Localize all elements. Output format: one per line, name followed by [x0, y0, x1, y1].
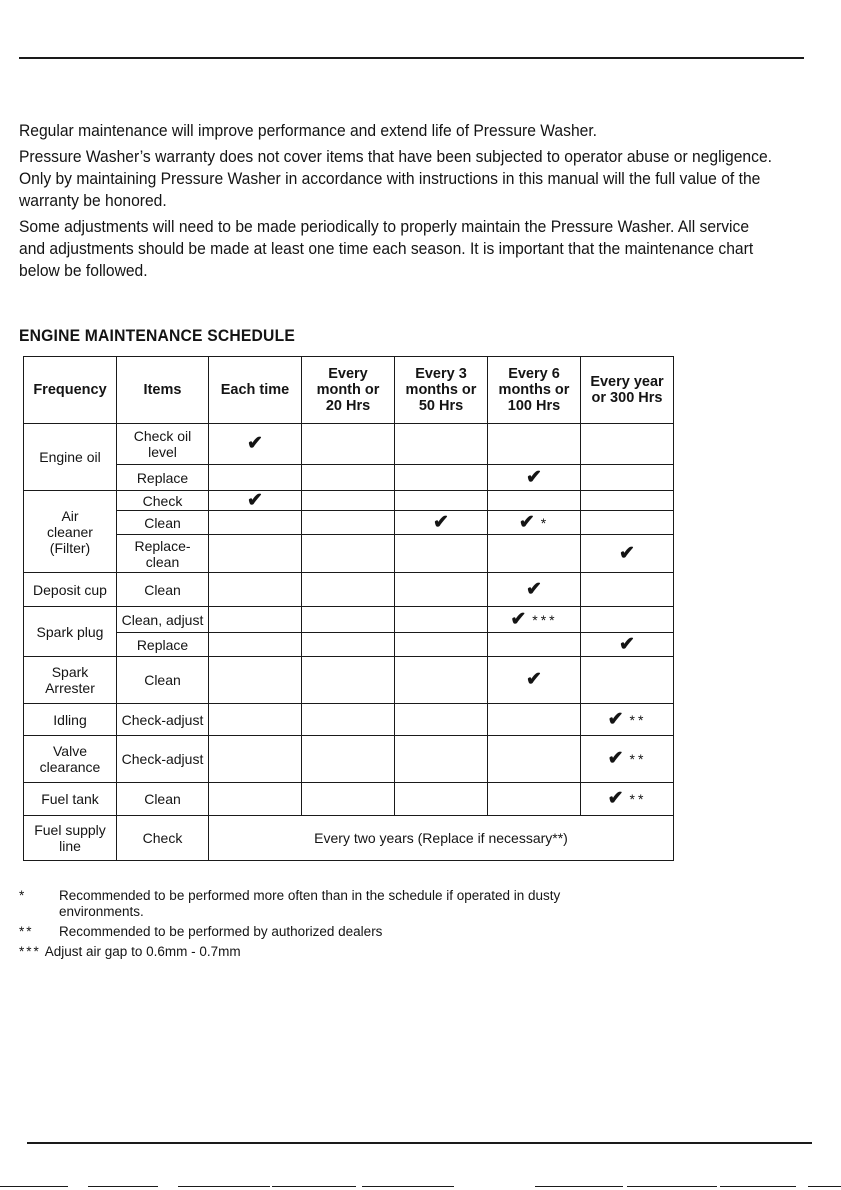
- check-cell: [395, 491, 488, 511]
- item-cell: Clean, adjust: [117, 607, 209, 633]
- check-cell: [209, 465, 302, 491]
- table-row: [24, 535, 674, 573]
- footnote-marker: ***: [532, 611, 558, 628]
- item-cell: Check: [117, 491, 209, 511]
- check-icon: ✔: [247, 489, 263, 511]
- check-icon: ✔: [607, 708, 624, 730]
- check-cell: [488, 736, 581, 783]
- footnote-text: Recommended to be performed by authorized dealers: [59, 924, 383, 939]
- crop-mark: [627, 1186, 717, 1187]
- footnote-marker: **: [629, 791, 647, 807]
- check-cell: [581, 424, 674, 465]
- footnotes: [19, 888, 629, 964]
- check-icon: ✔: [607, 748, 624, 769]
- item-cell: Clean: [117, 783, 209, 816]
- check-cell: [488, 783, 581, 816]
- crop-mark: [178, 1186, 270, 1187]
- item-cell: Replace- clean: [117, 535, 209, 573]
- check-cell: [395, 736, 488, 783]
- table-row: [24, 465, 674, 491]
- maintenance-schedule-table: [23, 356, 674, 861]
- check-cell: [581, 704, 674, 736]
- merged-note-cell: Every two years (Replace if necessary**): [209, 816, 674, 861]
- check-cell: [302, 657, 395, 704]
- check-cell: [488, 491, 581, 511]
- item-cell: Check-adjust: [117, 736, 209, 783]
- footnote-marker: *: [540, 514, 550, 531]
- check-cell: [302, 783, 395, 816]
- table-row: [24, 704, 674, 736]
- item-cell: Check oil level: [117, 424, 209, 465]
- check-cell: [209, 607, 302, 633]
- check-cell: [581, 657, 674, 704]
- check-icon: ✔: [526, 669, 542, 690]
- check-icon: ✔: [247, 433, 263, 454]
- item-cell: Replace: [117, 465, 209, 491]
- frequency-cell: Valve clearance: [24, 736, 117, 783]
- check-cell: [302, 736, 395, 783]
- check-cell: [209, 783, 302, 816]
- check-cell: [488, 511, 581, 535]
- check-icon: ✔: [619, 542, 635, 564]
- frequency-cell: Deposit cup: [24, 573, 117, 607]
- table-row: [24, 657, 674, 704]
- check-cell: [581, 491, 674, 511]
- crop-mark: [0, 1186, 68, 1187]
- check-cell: [209, 657, 302, 704]
- check-cell: [395, 783, 488, 816]
- check-cell: [581, 736, 674, 783]
- check-cell: [581, 607, 674, 633]
- item-cell: Clean: [117, 511, 209, 535]
- check-cell: [488, 424, 581, 465]
- table-row: [24, 816, 674, 861]
- frequency-cell: Fuel tank: [24, 783, 117, 816]
- table-row: [24, 573, 674, 607]
- check-icon: ✔: [518, 511, 535, 533]
- check-cell: [395, 465, 488, 491]
- intro-text: [19, 120, 777, 286]
- footnote-mark: **: [19, 924, 34, 939]
- footnote-marker: **: [629, 711, 647, 728]
- footnote-2: [19, 924, 629, 940]
- check-cell: [581, 783, 674, 816]
- check-cell: [209, 535, 302, 573]
- col-header-6-months: Every 6 months or 100 Hrs: [488, 357, 581, 424]
- bottom-rule: [27, 1142, 812, 1144]
- crop-mark: [272, 1186, 356, 1187]
- check-cell: [302, 633, 395, 657]
- check-cell: [395, 511, 488, 535]
- table-row: [24, 736, 674, 783]
- check-cell: [209, 573, 302, 607]
- check-cell: [395, 633, 488, 657]
- table-row: [24, 633, 674, 657]
- col-header-yearly: Every year or 300 Hrs: [581, 357, 674, 424]
- check-cell: [302, 491, 395, 511]
- check-cell: [302, 607, 395, 633]
- check-icon: ✔: [607, 788, 624, 809]
- check-cell: [581, 633, 674, 657]
- check-cell: [209, 704, 302, 736]
- frequency-cell: Idling: [24, 704, 117, 736]
- paragraph-1: Regular maintenance will improve performance and extend life of Pressure Washer.: [19, 122, 598, 140]
- check-cell: [395, 704, 488, 736]
- check-cell: [488, 465, 581, 491]
- check-cell: [395, 535, 488, 573]
- check-cell: [395, 657, 488, 704]
- frequency-cell: Spark Arrester: [24, 657, 117, 704]
- check-icon: ✔: [433, 511, 449, 533]
- frequency-cell: Spark plug: [24, 607, 117, 657]
- crop-mark: [88, 1186, 158, 1187]
- table-row: [24, 511, 674, 535]
- crop-mark: [720, 1186, 796, 1187]
- check-cell: [302, 511, 395, 535]
- check-cell: [209, 491, 302, 511]
- paragraph-3: Some adjustments will need to be made periodically to properly maintain the Pressure Washer. All service and adjustments should be made at least one time each season. It is important that the maintenance chart below be followed.: [19, 218, 754, 280]
- footnote-text: Recommended to be performed more often than in the schedule if operated in dusty environments.: [59, 888, 561, 919]
- check-cell: [488, 704, 581, 736]
- col-header-3-months: Every 3 months or 50 Hrs: [395, 357, 488, 424]
- crop-mark: [535, 1186, 623, 1187]
- check-cell: [581, 511, 674, 535]
- item-cell: Clean: [117, 657, 209, 704]
- item-cell: Check-adjust: [117, 704, 209, 736]
- check-icon: ✔: [526, 578, 542, 600]
- check-cell: [581, 535, 674, 573]
- col-header-items: Items: [117, 357, 209, 424]
- check-cell: [302, 704, 395, 736]
- check-cell: [302, 424, 395, 465]
- check-cell: [581, 573, 674, 607]
- paragraph-2: Pressure Washer’s warranty does not cover items that have been subjected to operator abuse or negligence. Only by maintaining Pressure Washer in accordance with instructions in this manual will the full value of the warranty be honored.: [19, 148, 772, 210]
- frequency-cell: Fuel supply line: [24, 816, 117, 861]
- check-cell: [302, 465, 395, 491]
- item-cell: Replace: [117, 633, 209, 657]
- check-icon: ✔: [619, 633, 635, 655]
- footnote-marker: **: [629, 751, 647, 767]
- footnote-mark: *: [19, 888, 27, 903]
- footnote-3: [19, 944, 629, 960]
- col-header-frequency: Frequency: [24, 357, 117, 424]
- frequency-cell: Engine oil: [24, 424, 117, 491]
- item-cell: Clean: [117, 573, 209, 607]
- table-row: [24, 424, 674, 465]
- table-row: [24, 491, 674, 511]
- check-cell: [488, 535, 581, 573]
- top-rule: [19, 57, 804, 59]
- check-cell: [395, 424, 488, 465]
- check-cell: [209, 424, 302, 465]
- check-icon: ✔: [526, 466, 542, 488]
- col-header-monthly: Every month or 20 Hrs: [302, 357, 395, 424]
- item-cell: Check: [117, 816, 209, 861]
- check-cell: [488, 573, 581, 607]
- check-cell: [209, 633, 302, 657]
- footnote-text: Adjust air gap to 0.6mm - 0.7mm: [44, 944, 241, 959]
- footnote-mark: ***: [19, 944, 41, 959]
- check-cell: [395, 607, 488, 633]
- check-icon: ✔: [510, 608, 527, 630]
- check-cell: [488, 657, 581, 704]
- check-cell: [395, 573, 488, 607]
- crop-mark: [362, 1186, 454, 1187]
- check-cell: [581, 465, 674, 491]
- header-row: [24, 357, 674, 424]
- table-row: [24, 783, 674, 816]
- col-header-each-time: Each time: [209, 357, 302, 424]
- check-cell: [488, 633, 581, 657]
- check-cell: [302, 535, 395, 573]
- check-cell: [209, 736, 302, 783]
- frequency-cell: Air cleaner (Filter): [24, 491, 117, 573]
- table-row: [24, 607, 674, 633]
- check-cell: [488, 607, 581, 633]
- footnote-1: [19, 888, 629, 920]
- schedule-title: ENGINE MAINTENANCE SCHEDULE: [19, 327, 295, 345]
- check-cell: [302, 573, 395, 607]
- check-cell: [209, 511, 302, 535]
- crop-mark: [808, 1186, 841, 1187]
